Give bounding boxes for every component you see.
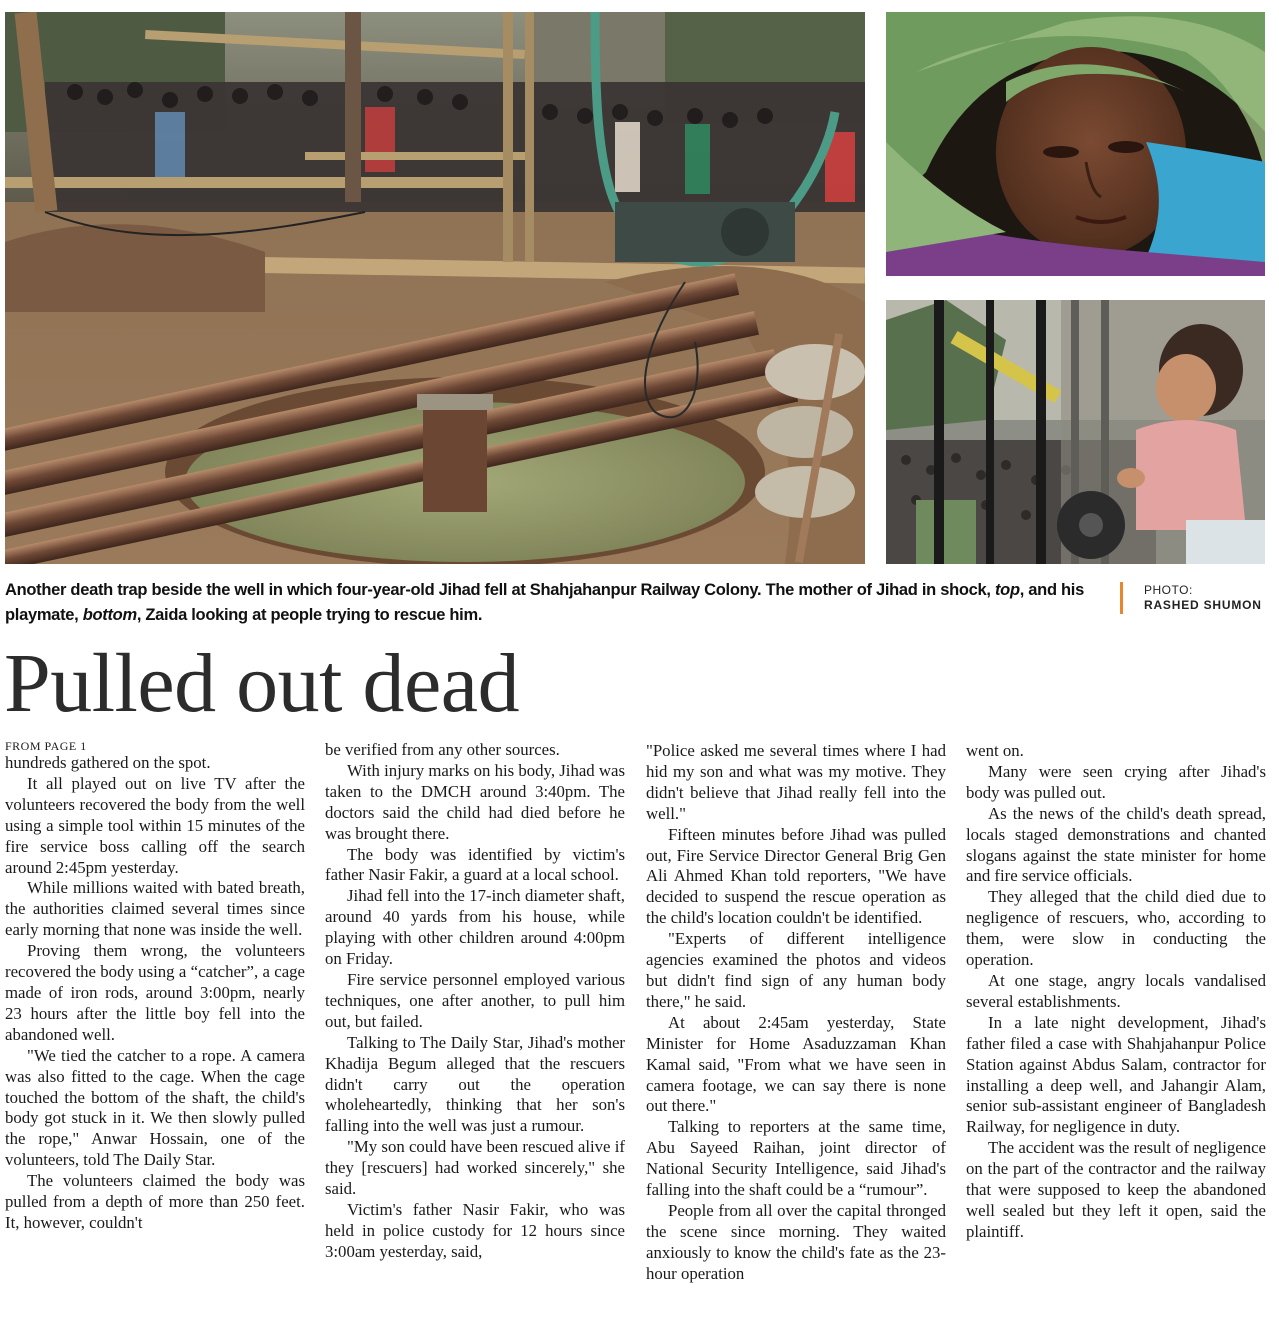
paragraph: Proving them wrong, the volunteers recovered the body using a “catcher”, a cage made of iron rods, around 3:00pm, nearly 23 hours after the little boy fell into the abandoned well. [5, 941, 305, 1044]
caption-text-2: , and his playmate, [5, 581, 1084, 624]
paragraph: The accident was the result of negligence on the part of the contractor and the railway that were supposed to keep the abandoned well sealed but they left it open, said the plaintiff. [966, 1138, 1266, 1241]
caption-italic-top: top [994, 581, 1020, 599]
caption-text-3: , Zaida looking at people trying to rescue him. [136, 606, 483, 624]
mother-photo [886, 12, 1265, 276]
paragraph: Talking to The Daily Star, Jihad's mother Khadija Begum alleged that the rescuers didn't carry out the operation wholeheartedly, thinking that her son's falling into the well was just a rumour. [325, 1032, 625, 1136]
kicker-from-page: FROM PAGE 1 [5, 740, 87, 753]
paragraph: went on. [966, 741, 1024, 760]
headline: Pulled out dead [4, 637, 520, 730]
paragraph: As the news of the child's death spread, locals staged demonstrations and chanted slogans against the state minister for home and fire service officials. [966, 803, 1266, 886]
paragraph: "Experts of different intelligence agencies examined the photos and videos but didn't find sign of any human body there," he said. [646, 929, 946, 1011]
paragraph: At one stage, angry locals vandalised several establishments. [966, 970, 1266, 1011]
photo-credit-label: PHOTO: [1144, 583, 1193, 597]
paragraph: Talking to reporters at the same time, Abu Sayeed Raihan, joint director of National Security Intelligence, said Jihad's falling into the shaft could be a “rumour”. [646, 1117, 946, 1200]
photo-credit [1144, 583, 1262, 613]
photo-credit-name: RASHED SHUMON [1144, 598, 1262, 612]
caption-italic-bottom: bottom [82, 606, 137, 624]
article-column-2 [325, 740, 625, 1320]
paragraph: hundreds gathered on the spot. [5, 753, 211, 772]
paragraph: It all played out on live TV after the volunteers recovered the body from the well using a simple tool within 15 minutes of the fire service boss calling off the search around 2:45pm yesterday. [5, 773, 305, 877]
paragraph: People from all over the capital thronged the scene since morning. They waited anxiously to know the child's fate as the 23-hour operation [646, 1200, 946, 1283]
mother-photo-illustration [886, 12, 1265, 276]
article-column-4 [966, 741, 1266, 1321]
paragraph: Victim's father Nasir Fakir, who was held in police custody for 12 hours since 3:00am yesterday, said, [325, 1199, 625, 1261]
playmate-photo-illustration [886, 300, 1265, 564]
paragraph: They alleged that the child died due to negligence of rescuers, who, according to them, were slow in conducting the operation. [966, 887, 1266, 970]
paragraph: Many were seen crying after Jihad's body was pulled out. [966, 761, 1266, 802]
main-photo-illustration [5, 12, 865, 564]
paragraph: Jihad fell into the 17-inch diameter shaft, around 40 yards from his house, while playing with other children around 4:00pm on Friday. [325, 886, 625, 969]
paragraph: The volunteers claimed the body was pulled from a depth of more than 250 feet. It, however, couldn't [5, 1171, 305, 1232]
photo-credit-accent-bar [1120, 582, 1123, 614]
paragraph: The body was identified by victim's father Nasir Fakir, a guard at a local school. [325, 844, 625, 885]
paragraph: "Police asked me several times where I had hid my son and what was my motive. They didn't believe that Jihad really fell into the well." [646, 741, 946, 823]
paragraph: Fire service personnel employed various techniques, one after another, to pull him out, but failed. [325, 969, 625, 1031]
main-photo-well-site [5, 12, 865, 564]
paragraph: be verified from any other sources. [325, 740, 560, 759]
article-column-3 [646, 741, 946, 1321]
paragraph: At about 2:45am yesterday, State Minister for Home Asaduzzaman Khan Kamal said, "From what we have seen in camera footage, we can say there is none out there." [646, 1012, 946, 1116]
photo-caption [5, 578, 1085, 628]
paragraph: While millions waited with bated breath, the authorities claimed several times since early morning that none was inside the well. [5, 878, 305, 940]
paragraph: "We tied the catcher to a rope. A camera was also fitted to the cage. When the cage touched the bottom of the shaft, the child's body got stuck in it. We then slowly pulled the rope," Anwar Hossain, one of the volunteers, told The Daily Star. [5, 1045, 305, 1170]
paragraph: "My son could have been rescued alive if they [rescuers] had worked sincerely," she said. [325, 1137, 625, 1199]
article-column-1 [5, 740, 305, 1320]
caption-text-1: Another death trap beside the well in which four-year-old Jihad fell at Shahjahanpur Railway Colony. The mother of Jihad in shock, [5, 581, 995, 599]
playmate-photo [886, 300, 1265, 564]
paragraph: With injury marks on his body, Jihad was taken to the DMCH around 3:40pm. The doctors said the child had died before he was brought there. [325, 760, 625, 843]
paragraph: Fifteen minutes before Jihad was pulled out, Fire Service Director General Brig Gen Ali Ahmed Khan told reporters, "We have decided to suspend the rescue operation as the child's location couldn't be identified. [646, 824, 946, 928]
paragraph: In a late night development, Jihad's father filed a case with Shahjahanpur Police Station against Abdus Salam, contractor for installing a deep well, and Jahangir Alam, senior sub-assistant engineer of Bangladesh Railway, for negligence in duty. [966, 1012, 1266, 1137]
